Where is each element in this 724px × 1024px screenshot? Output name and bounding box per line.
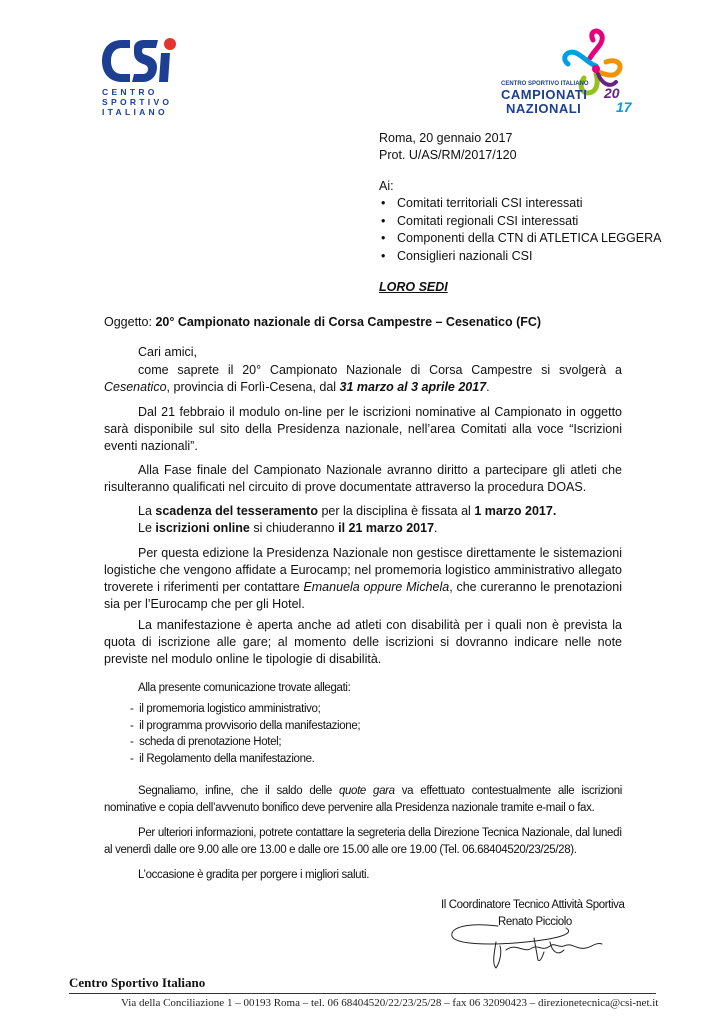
- online-entries-label: iscrizioni online: [155, 521, 250, 535]
- protocol-number: Prot. U/AS/RM/2017/120: [379, 148, 517, 162]
- csi-logo: [100, 36, 180, 120]
- loro-sedi: LORO SEDI: [379, 280, 448, 294]
- signatory-name: Renato Picciolo: [498, 916, 572, 928]
- campionati-line2: CAMPIONATI: [501, 87, 588, 102]
- attachment-item: - il promemoria logistico amministrativo;: [130, 701, 360, 718]
- footer-organization: Centro Sportivo Italiano: [69, 975, 206, 990]
- recipients-list: [379, 195, 661, 265]
- footer-address: Via della Conciliazione 1 – 00193 Roma – tel. 06 68404520/22/23/25/28 – fax 06 32090423 – direzionetecnica@csi-net.it: [121, 997, 659, 1009]
- campionati-logo: [498, 28, 648, 118]
- online-entries-date: il 21 marzo 2017: [338, 521, 435, 535]
- recipient-item: • Componenti della CTN di ATLETICA LEGGERA: [379, 230, 661, 248]
- paragraph-9: Per ulteriori informazioni, potrete contattare la segreteria della Direzione Tecnica Nazionale, dal lunedì al venerdì dalle ore 9.00 alle ore 13.00 e dalle ore 15.00 alle ore 19.00 (Tel. 06.68404520/23/25/28).: [104, 827, 622, 856]
- paragraph-2: Dal 21 febbraio il modulo on-line per le iscrizioni nominative al Campionato in oggetto sarà disponibile sul sito della Presidenza nazionale, nell’area Comitati alla voce “Iscrizioni eventi nazionali”.: [104, 405, 622, 453]
- event-dates: 31 marzo al 3 aprile 2017: [339, 380, 487, 394]
- year-top: 20: [604, 85, 620, 101]
- deadline-label: scadenza del tesseramento: [155, 504, 318, 518]
- recipient-item: • Consiglieri nazionali CSI: [379, 248, 661, 266]
- attachments-intro: Alla presente comunicazione trovate allegati:: [138, 682, 351, 694]
- subject-line: [104, 315, 541, 329]
- deadline-date: 1 marzo 2017.: [474, 504, 557, 518]
- handwritten-signature: [446, 912, 621, 972]
- recipient-item: • Comitati territoriali CSI interessati: [379, 195, 661, 213]
- attachment-item: - scheda di prenotazione Hotel;: [130, 734, 360, 751]
- attachment-item: - il Regolamento della manifestazione.: [130, 751, 360, 768]
- csi-word-3: ITALIANO: [102, 107, 168, 117]
- subject-label: Oggetto:: [104, 315, 152, 329]
- paragraph-7: La manifestazione è aperta anche ad atleti con disabilità per i quali non è prevista la quota di iscrizione alle gare; al momento delle iscrizioni si dovranno indicare nelle note previste nel modulo online le tipologie di disabilità.: [104, 618, 622, 666]
- paragraph-4: La scadenza del tesseramento per la disciplina è fissata al 1 marzo 2017. Le iscrizioni online si chiuderanno il 21 marzo 2017.: [138, 504, 557, 535]
- paragraph-1: come saprete il 20° Campionato Nazionale di Corsa Campestre si svolgerà a Cesenatico, provincia di Forlì-Cesena, dal 31 marzo al 3 aprile 2017.: [104, 363, 622, 394]
- footer-divider: [69, 993, 656, 994]
- paragraph-3: Alla Fase finale del Campionato Nazionale avranno diritto a partecipare gli atleti che risulteranno qualificati nel circuito di prove documentate attraverso la procedura DOAS.: [104, 463, 622, 494]
- subject-text: 20° Campionato nazionale di Corsa Campestre – Cesenatico (FC): [155, 315, 542, 329]
- attachments-list: [130, 701, 360, 767]
- csi-logo-mark: [100, 36, 180, 86]
- paragraph-6: Per questa edizione la Presidenza Nazionale non gestisce direttamente le sistemazioni logistiche che vengono affidate a Eurocamp; nel promemoria logistico amministrativo allegato troverete i riferimenti per contattare Emanuela oppure Michela, che cureranno le prenotazioni sia per l’Eurocamp che per gli Hotel.: [104, 546, 622, 611]
- paragraph-8: Segnaliamo, infine, che il saldo delle quote gara va effettuato contestualmente alle iscrizioni nominative e copia dell’avvenuto bonifico deve pervenire alla Presidenza nazionale tramite e-mail o fax.: [104, 785, 622, 814]
- greeting: Cari amici,: [138, 345, 198, 359]
- contact-names: Emanuela oppure Michela: [303, 580, 450, 594]
- csi-word-1: CENTRO: [102, 87, 158, 97]
- place-name: Cesenatico: [104, 380, 167, 394]
- attachment-item: - il programma provvisorio della manifestazione;: [130, 718, 360, 735]
- recipient-item: • Comitati regionali CSI interessati: [379, 213, 661, 231]
- quote-gara: quote gara: [338, 785, 395, 797]
- letter-date: Roma, 20 gennaio 2017: [379, 131, 513, 145]
- signatory-role: Il Coordinatore Tecnico Attività Sportiva: [441, 899, 625, 911]
- closing-line: L’occasione è gradita per porgere i migliori saluti.: [138, 869, 370, 881]
- csi-word-2: SPORTIVO: [102, 97, 173, 107]
- campionati-line1: CENTRO SPORTIVO ITALIANO: [501, 81, 589, 87]
- campionati-line3: NAZIONALI: [506, 101, 582, 116]
- recipients-label: Ai:: [379, 179, 394, 193]
- year-bottom: 17: [616, 99, 632, 115]
